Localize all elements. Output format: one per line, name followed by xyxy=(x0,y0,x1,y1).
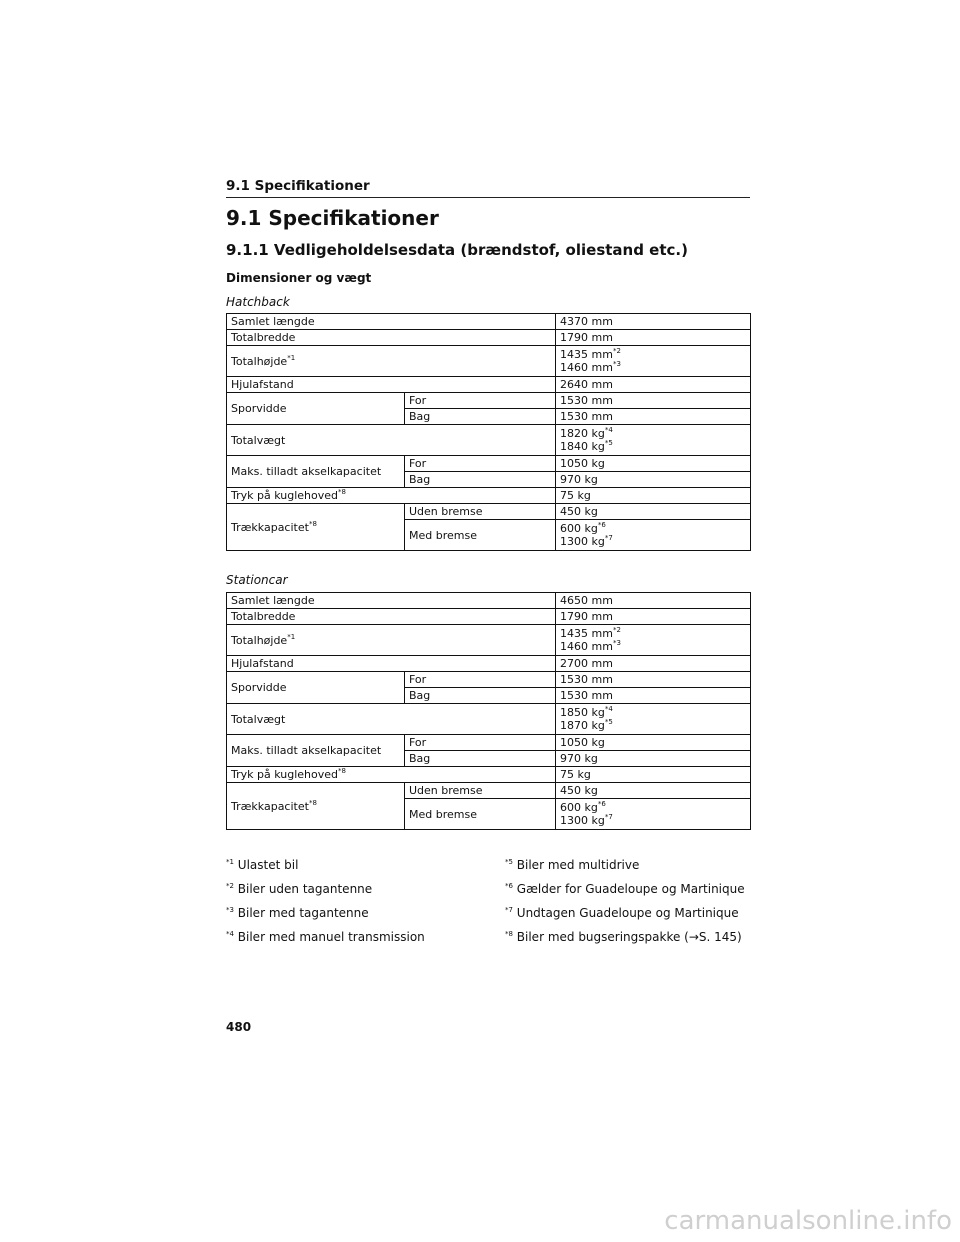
row-sublabel: Bag xyxy=(405,688,556,704)
row-value: 1850 $kg^{*4}$ 1870 $kg^{*5}$ xyxy=(556,704,751,735)
row-value: 1050 kg xyxy=(556,456,751,472)
footnote-ref: *2 xyxy=(612,347,621,355)
table-row xyxy=(227,377,751,393)
footnote: $^{*2}$ Biler uden tagantenne xyxy=(226,882,373,896)
row-sublabel: For xyxy=(405,456,556,472)
row-sublabel: For xyxy=(405,672,556,688)
table-row xyxy=(227,504,751,520)
row-value: 1790 mm xyxy=(556,609,751,625)
row-value: 4370 mm xyxy=(556,314,751,330)
row-value: 1820 $kg^{*4}$ 1840 $kg^{*5}$ xyxy=(556,425,751,456)
row-label: Hjulafstand xyxy=(227,377,556,393)
row-value: 450 kg xyxy=(556,504,751,520)
footnote-ref: *8 xyxy=(308,519,317,528)
table-row xyxy=(227,314,751,330)
table-row xyxy=(227,593,751,609)
variant-label-hatchback: Hatchback xyxy=(226,295,290,309)
row-value: 1435 $mm^{*2}$ 1460 $mm^{*3}$ xyxy=(556,625,751,656)
row-label: Trækkapacitet$^{*8}$ xyxy=(227,783,405,830)
row-label: Sporvidde xyxy=(227,393,405,425)
row-value: 1790 mm xyxy=(556,330,751,346)
row-sublabel: Bag xyxy=(405,409,556,425)
footnote-ref: *5 xyxy=(604,718,613,726)
footnotes-left-column xyxy=(226,856,425,952)
row-label: Maks. tilladt akselkapacitet xyxy=(227,456,405,488)
row-value: 1530 mm xyxy=(556,409,751,425)
table-row xyxy=(227,767,751,783)
page-number: 480 xyxy=(226,1020,252,1034)
row-value: 600 $kg^{*6}$ 1300 $kg^{*7}$ xyxy=(556,799,751,830)
row-value: 1530 mm xyxy=(556,688,751,704)
footnote-ref: *6 xyxy=(597,521,606,529)
table-row xyxy=(227,393,751,409)
row-value: 1050 kg xyxy=(556,735,751,751)
row-sublabel: For xyxy=(405,735,556,751)
table-row xyxy=(227,704,751,735)
footnote-ref: *7 xyxy=(604,813,613,821)
footnote-ref: *8 xyxy=(338,488,346,496)
footnote-ref: *3 xyxy=(612,360,621,368)
footnote-ref: *1 xyxy=(287,353,296,362)
table-row xyxy=(227,625,751,656)
footnote-ref: *1 xyxy=(287,632,296,641)
row-label: Tryk på kuglehoved$^{*8}$ xyxy=(227,767,556,783)
table-row xyxy=(227,425,751,456)
table-row xyxy=(227,488,751,504)
table-row xyxy=(227,609,751,625)
footnote-ref: *2 xyxy=(612,626,621,634)
footnote: $^{*3}$ Biler med tagantenne xyxy=(226,906,369,920)
footnote: $^{*1}$ Ulastet bil xyxy=(226,858,299,872)
row-label: Totalvægt xyxy=(227,425,556,456)
row-label: Tryk på kuglehoved$^{*8}$ xyxy=(227,488,556,504)
running-header: 9.1 Specifikationer xyxy=(226,178,750,198)
footnote-ref: *4 xyxy=(604,426,613,434)
table-row xyxy=(227,330,751,346)
footnote-ref: *5 xyxy=(604,439,613,447)
row-label: Samlet længde xyxy=(227,593,556,609)
row-sublabel: Uden bremse xyxy=(405,783,556,799)
row-label: Totalbredde xyxy=(227,330,556,346)
footnote: $^{*8}$ Biler med bugseringspakke (→S. 145) xyxy=(505,930,742,944)
row-sublabel: Bag xyxy=(405,751,556,767)
table-row xyxy=(227,783,751,799)
section-heading: 9.1 Specifikationer xyxy=(226,206,439,230)
footnotes-right-column xyxy=(505,856,745,952)
row-value: 450 kg xyxy=(556,783,751,799)
row-label: Totalvægt xyxy=(227,704,556,735)
table-row xyxy=(227,346,751,377)
row-value: 1435 $mm^{*2}$ 1460 $mm^{*3}$ xyxy=(556,346,751,377)
row-value: 75 kg xyxy=(556,488,751,504)
footnote: $^{*5}$ Biler med multidrive xyxy=(505,858,640,872)
footnote-ref: *7 xyxy=(604,534,613,542)
row-value: 4650 mm xyxy=(556,593,751,609)
row-value: 75 kg xyxy=(556,767,751,783)
row-label: Totalbredde xyxy=(227,609,556,625)
footnote-ref: *3 xyxy=(612,639,621,647)
table-row xyxy=(227,735,751,751)
footnote: $^{*6}$ Gælder for Guadeloupe og Martinique xyxy=(505,882,745,896)
row-label: Maks. tilladt akselkapacitet xyxy=(227,735,405,767)
row-label: Hjulafstand xyxy=(227,656,556,672)
row-value: 970 kg xyxy=(556,751,751,767)
row-value: 600 $kg^{*6}$ 1300 $kg^{*7}$ xyxy=(556,520,751,551)
watermark: carmanualsonline.info xyxy=(664,1206,952,1236)
row-value: 1530 mm xyxy=(556,393,751,409)
footnote-ref: *4 xyxy=(604,705,613,713)
footnote-ref: *8 xyxy=(338,767,346,775)
row-label: Sporvidde xyxy=(227,672,405,704)
row-label: Samlet længde xyxy=(227,314,556,330)
row-sublabel: Med bremse xyxy=(405,520,556,551)
table-row xyxy=(227,456,751,472)
table-group-heading: Dimensioner og vægt xyxy=(226,271,372,285)
row-label: Totalhøjde$^{*1}$ xyxy=(227,346,556,377)
footnote: $^{*4}$ Biler med manuel transmission xyxy=(226,930,425,944)
row-value: 2640 mm xyxy=(556,377,751,393)
table-row xyxy=(227,656,751,672)
row-sublabel: For xyxy=(405,393,556,409)
footnote-ref: *6 xyxy=(597,800,606,808)
footnote-ref: *8 xyxy=(308,798,317,807)
variant-label-stationcar: Stationcar xyxy=(226,573,288,587)
table-row xyxy=(227,672,751,688)
row-sublabel: Uden bremse xyxy=(405,504,556,520)
spec-table-stationcar xyxy=(226,592,751,830)
spec-table-hatchback xyxy=(226,313,751,551)
row-sublabel: Bag xyxy=(405,472,556,488)
row-sublabel: Med bremse xyxy=(405,799,556,830)
row-label: Totalhøjde$^{*1}$ xyxy=(227,625,556,656)
row-value: 970 kg xyxy=(556,472,751,488)
footnote: $^{*7}$ Undtagen Guadeloupe og Martinique xyxy=(505,906,739,920)
row-value: 1530 mm xyxy=(556,672,751,688)
row-value: 2700 mm xyxy=(556,656,751,672)
row-label: Trækkapacitet$^{*8}$ xyxy=(227,504,405,551)
subsection-heading: 9.1.1 Vedligeholdelsesdata (brændstof, oliestand etc.) xyxy=(226,241,688,259)
